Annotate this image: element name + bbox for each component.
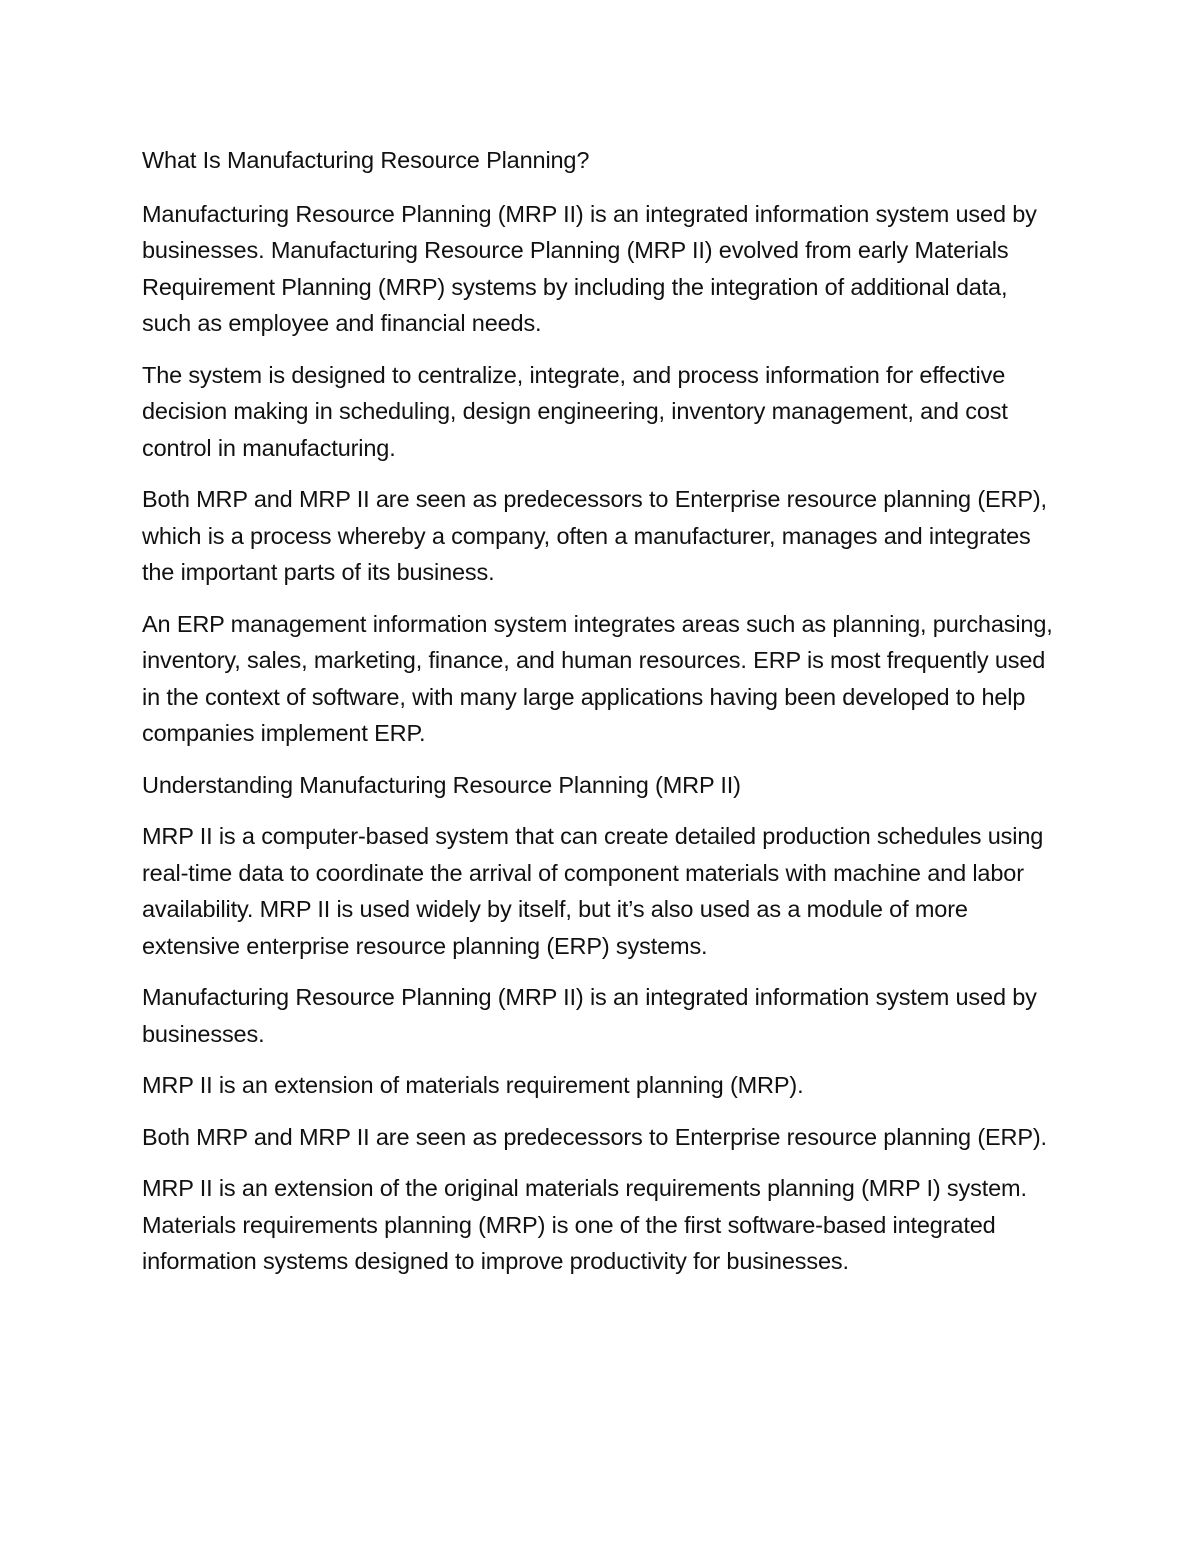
section-heading-understanding: Understanding Manufacturing Resource Planning (MRP II) [142, 771, 741, 798]
document-title: What Is Manufacturing Resource Planning? [142, 147, 590, 173]
paragraph-summary-extension: MRP II is an extension of materials requirement planning (MRP). [142, 1072, 804, 1098]
paragraph-system-design: The system is designed to centralize, integrate, and process information for effective decision making in scheduling, design engineering, inventory management, and cost control in manufacturing. [142, 361, 1008, 461]
paragraph-summary-integrated: Manufacturing Resource Planning (MRP II) is an integrated information system used by businesses. [142, 984, 1037, 1047]
document-body [142, 142, 1062, 1295]
paragraph-computer-based-system: MRP II is a computer-based system that can create detailed production schedules using real-time data to coordinate the arrival of component materials with machine and labor availability. MRP II is used widely by itself, but it’s also used as a module of more extensive enterprise resource planning (ERP) systems. [142, 823, 1044, 959]
paragraph-summary-predecessors: Both MRP and MRP II are seen as predecessors to Enterprise resource planning (ERP). [142, 1123, 1047, 1150]
paragraph-erp-system: An ERP management information system integrates areas such as planning, purchasing, inventory, sales, marketing, finance, and human resources. ERP is most frequently used in the context of software, with many large applications having been developed to help companies implement ERP. [142, 610, 1053, 746]
paragraph-mrp-ii-definition: Manufacturing Resource Planning (MRP II) is an integrated information system used by businesses. Manufacturing Resource Planning (MRP II) evolved from early Materials Requirement Planning (MRP) systems by including the integration of additional data, such as employee and financial needs. [142, 200, 1037, 336]
paragraph-summary-original-mrp: MRP II is an extension of the original materials requirements planning (MRP I) system. Materials requirements planning (MRP) is one of the first software-based integrated information systems designed to improve productivity for businesses. [142, 1175, 1027, 1274]
paragraph-erp-predecessors: Both MRP and MRP II are seen as predecessors to Enterprise resource planning (ERP), which is a process whereby a company, often a manufacturer, manages and integrates the important parts of its business. [142, 486, 1047, 585]
